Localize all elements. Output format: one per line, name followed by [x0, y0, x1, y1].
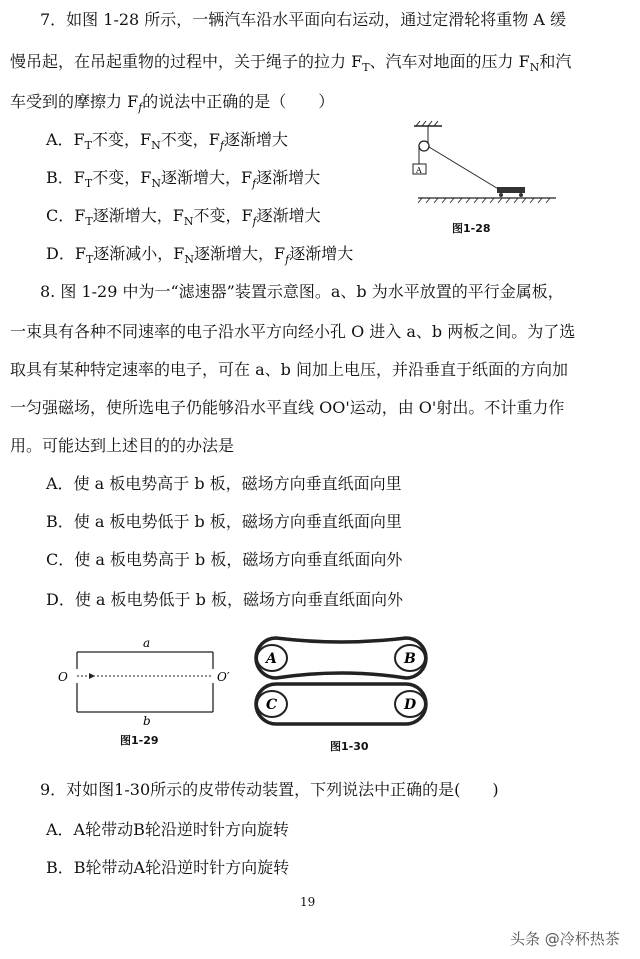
wheel-c-label: C: [266, 697, 278, 713]
q8-stem-line3: 取具有某种特定速率的电子，可在 a、b 间加上电压，并沿垂直于纸面的方向加: [10, 360, 568, 379]
car-icon: [497, 187, 525, 197]
watermark: 头条 @冷杯热茶: [510, 930, 620, 948]
figure-1-29-caption: 图1-29: [120, 734, 159, 747]
q7-option-b: B．$F_T$不变，$F_N$逐渐增大，$F_f$逐渐增大: [46, 168, 321, 191]
q8-stem-line5: 用。可能达到上述目的的办法是: [10, 436, 235, 455]
wheel-d-label: D: [404, 697, 417, 713]
q8-option-b: B．使 a 板电势低于 b 板，磁场方向垂直纸面向里: [46, 512, 402, 531]
q7-option-a: A．$F_T$不变，$F_N$不变，$F_f$逐渐增大: [46, 130, 288, 153]
q8-option-a: A．使 a 板电势高于 b 板，磁场方向垂直纸面向里: [46, 474, 402, 493]
q7-option-c: C．$F_T$逐渐增大，$F_N$不变，$F_f$逐渐增大: [46, 206, 321, 229]
wheel-b-label: B: [404, 651, 416, 667]
q8-stem-line2: 一束具有各种不同速率的电子沿水平方向经小孔 O 进入 a、b 两板之间。为了选: [10, 322, 576, 341]
figure-1-28-caption: 图1-28: [452, 222, 491, 235]
hole-o-prime-label: O′: [217, 670, 230, 684]
arrow-right-icon: [89, 673, 95, 679]
q8-stem-line4: 一匀强磁场，使所选电子仍能够沿水平直线 OO'运动，由 O'射出。不计重力作: [10, 398, 565, 417]
hole-o-label: O: [58, 670, 68, 684]
q9-option-b: B．B轮带动A轮沿逆时针方向旋转: [46, 858, 290, 877]
q9-option-a: A．A轮带动B轮沿逆时针方向旋转: [46, 820, 289, 839]
q7-stem-line3: 车受到的摩擦力 $F_f$的说法中正确的是（ ）: [10, 92, 335, 115]
q7-option-d: D．$F_T$逐渐减小，$F_N$逐渐增大，$F_f$逐渐增大: [46, 244, 354, 267]
plate-b-label: b: [143, 714, 151, 727]
q7-stem-line2: 慢吊起，在吊起重物的过程中，关于绳子的拉力 $F_T$、汽车对地面的压力 $F_N$和汽: [10, 52, 572, 75]
figure-1-29: [55, 632, 240, 727]
q8-option-c: C．使 a 板电势高于 b 板，磁场方向垂直纸面向外: [46, 550, 403, 569]
pulley-icon: [419, 141, 429, 151]
figure-1-30: [250, 632, 435, 732]
wheel-a-label: A: [266, 651, 277, 667]
q9-stem: 9．对如图1-30所示的皮带传动装置，下列说法中正确的是( ): [40, 780, 499, 799]
weight-a-label: A: [416, 166, 422, 175]
figure-1-30-caption: 图1-30: [330, 740, 369, 753]
q8-option-d: D．使 a 板电势低于 b 板，磁场方向垂直纸面向外: [46, 590, 403, 609]
q8-stem-line1: 8. 图 1-29 中为一“滤速器”装置示意图。a、b 为水平放置的平行金属板，: [40, 282, 564, 301]
q7-stem-line1: 7．如图 1-28 所示，一辆汽车沿水平面向右运动，通过定滑轮将重物 A 缓: [40, 10, 567, 29]
page-number: 19: [300, 895, 316, 909]
plate-a-label: a: [143, 636, 151, 650]
figure-1-28: [400, 118, 560, 218]
